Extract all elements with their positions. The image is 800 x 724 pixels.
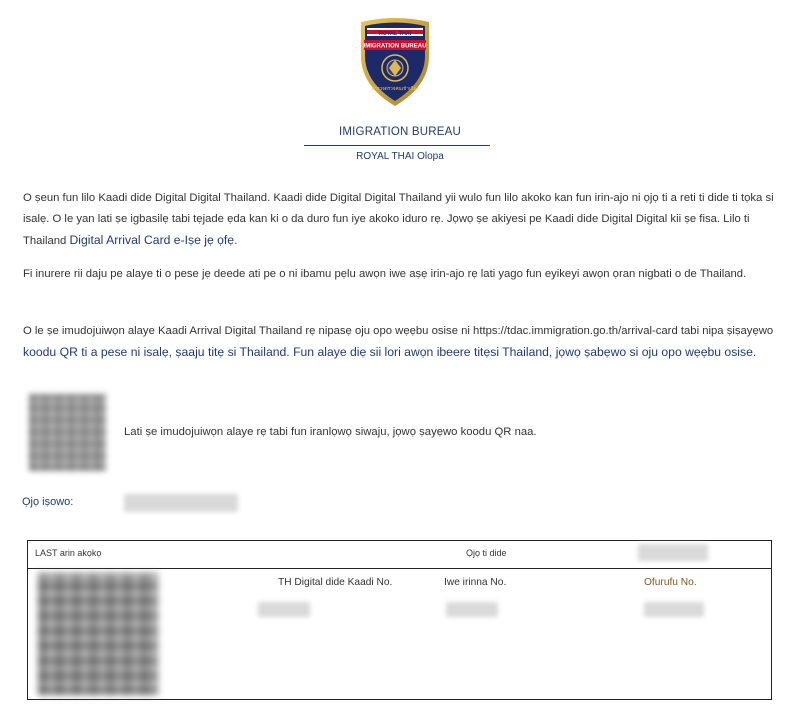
last-name-label: LAST arin akọkọ bbox=[35, 548, 102, 558]
badge-text-top: ROYAL THAI bbox=[378, 31, 412, 37]
tdac-number-value-redacted bbox=[258, 602, 310, 617]
bureau-title: IMIGRATION BUREAU bbox=[338, 126, 462, 138]
free-service-link[interactable]: Digital Arrival Card e-Iṣe jẹ ọfẹ. bbox=[69, 233, 238, 247]
badge-text-bottom: ตำรวจตรวจคนเข้าเมือง bbox=[371, 87, 419, 92]
arrival-date-label: Ọjọ ti dide bbox=[466, 548, 507, 558]
flight-number-label: Ofurufu No. bbox=[644, 577, 697, 588]
submission-date-label: Ọjọ iṣowo: bbox=[22, 496, 74, 508]
submission-date-value-redacted bbox=[124, 494, 238, 512]
flight-number-value-redacted bbox=[644, 602, 704, 617]
qr-caption: Lati ṣe imudojuiwọn alaye rẹ tabi fun iranlọwọ siwaju, jọwọ ṣayẹwo koodu QR naa. bbox=[124, 426, 537, 438]
immigration-bureau-badge-icon bbox=[355, 16, 435, 110]
arrival-card bbox=[27, 540, 772, 700]
accuracy-paragraph: Fi inurere rii daju pe alaye ti o pese jẹ deede ati pe o ni ibamu pẹlu awọn iwe aṣẹ irin-ajo rẹ lati yago fun eyikeyi awọn ọran nigbati o de Thailand. bbox=[23, 268, 747, 280]
bureau-subtitle: ROYAL THAI Olopa bbox=[356, 151, 444, 162]
arrival-date-value-redacted bbox=[638, 544, 708, 561]
header bbox=[0, 0, 800, 170]
badge-band-text: IMIGRATION BUREAU bbox=[363, 43, 427, 50]
intro-text: O ṣeun fun lilo Kaadi dide Digital Digital Thailand. Kaadi dide Digital Digital Thailand yii wulo fun lilo akoko kan fun irin-ajo ni ọjọ ti a reti ti dide ti tọka si isalẹ. O le yan lati ṣe igbasilẹ tabi tẹjade ẹda kan ki o da duro fun iye akoko iduro rẹ. Jọwọ ṣe akiyesi pe Kaadi dide Digital Digital kii ṣe fisa. Lilo ti Thailand bbox=[23, 192, 774, 247]
arrival-card-qr-code[interactable] bbox=[38, 573, 158, 695]
entry-requirements-link[interactable]: koodu QR ti a pese ni isalẹ, ṣaaju titẹ si Thailand. Fun alaye diẹ sii lori awọn ibeere titẹsi Thailand, jọwọ ṣabẹwo si oju opo wẹẹbu osise. bbox=[23, 345, 757, 359]
update-text: O le ṣe imudojuiwọn alaye Kaadi Arrival Digital Thailand rẹ nipasẹ oju opo wẹẹbu osise ni https://tdac.immigration.go.th/arrival-card tabi nipa ṣiṣayẹwo bbox=[23, 325, 774, 337]
update-qr-code[interactable] bbox=[29, 394, 106, 471]
header-divider bbox=[304, 145, 490, 146]
passport-number-label: Iwe irinna No. bbox=[444, 577, 507, 588]
intro-paragraph bbox=[23, 188, 775, 252]
tdac-number-label: TH Digital dide Kaadi No. bbox=[278, 577, 393, 588]
card-header-divider bbox=[28, 568, 771, 569]
update-paragraph bbox=[23, 321, 775, 364]
passport-number-value-redacted bbox=[446, 602, 498, 617]
